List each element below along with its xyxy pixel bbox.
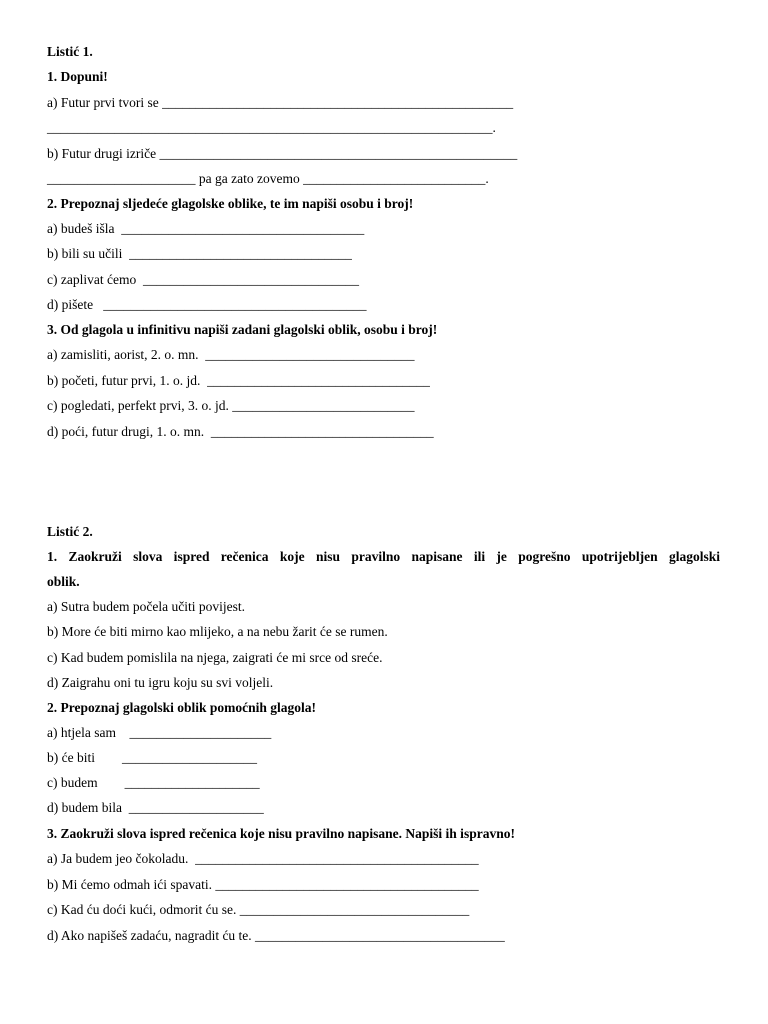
sheet1-q3-item: d) poći, futur drugi, 1. o. mn. _________________________________ — [47, 424, 434, 439]
sheet2-q3-item: a) Ja budem jeo čokoladu. __________________________________________ — [47, 851, 479, 866]
sheet1-q2-item: a) budeš išla ____________________________________ — [47, 221, 365, 236]
sheet1-q1-a-line1: a) Futur prvi tvori se ____________________________________________________ — [47, 95, 514, 110]
sheet2-q2-heading: 2. Prepoznaj glagolski oblik pomoćnih glagola! — [47, 700, 317, 715]
sheet1-title: Listić 1. — [47, 44, 93, 59]
sheet1-q3-item: b) početi, futur prvi, 1. o. jd. _________________________________ — [47, 373, 430, 388]
sheet2-q1-item: a) Sutra budem počela učiti povijest. — [47, 599, 245, 614]
sheet2-q1-item: c) Kad budem pomislila na njega, zaigrati će mi srce od sreće. — [47, 650, 383, 665]
sheet2-q1-item: d) Zaigrahu oni tu igru koju su svi voljeli. — [47, 675, 274, 690]
sheet1-q2-item: c) zaplivat ćemo ________________________________ — [47, 272, 359, 287]
sheet2-q2-item: d) budem bila ____________________ — [47, 800, 264, 815]
sheet1-q1-b-line2: ______________________ pa ga zato zovemo ___________________________. — [47, 171, 489, 186]
sheet2-title: Listić 2. — [47, 524, 93, 539]
sheet1-q1-b-line1: b) Futur drugi izriče _____________________________________________________ — [47, 146, 518, 161]
sheet1-q2-item: b) bili su učili _________________________________ — [47, 246, 352, 261]
sheet1-q2-heading: 2. Prepoznaj sljedeće glagolske oblike, te im napiši osobu i broj! — [47, 196, 414, 211]
sheet2-q3-item: b) Mi ćemo odmah ići spavati. _______________________________________ — [47, 877, 479, 892]
sheet2-q2-item: c) budem ____________________ — [47, 775, 260, 790]
sheet2-q3-item: c) Kad ću doći kući, odmorit ću se. __________________________________ — [47, 902, 470, 917]
sheet2-q1-item: b) More će biti mirno kao mlijeko, a na nebu žarit će se rumen. — [47, 624, 388, 639]
sheet2-q3-heading: 3. Zaokruži slova ispred rečenica koje nisu pravilno napisane. Napiši ih ispravno! — [47, 826, 515, 841]
sheet2-q1-heading-line1: 1. Zaokruži slova ispred rečenica koje nisu pravilno napisane ili je pogrešno upotrijebljen glagolski — [47, 549, 720, 564]
sheet1-q3-item: c) pogledati, perfekt prvi, 3. o. jd. ___________________________ — [47, 398, 415, 413]
sheet1-q2-item: d) pišete _______________________________________ — [47, 297, 367, 312]
sheet1-q3-item: a) zamisliti, aorist, 2. o. mn. _______________________________ — [47, 347, 415, 362]
sheet1-q1-a-line2: __________________________________________________________________. — [47, 120, 496, 135]
sheet2-q3-item: d) Ako napišeš zadaću, nagradit ću te. _____________________________________ — [47, 928, 505, 943]
sheet1-q3-heading: 3. Od glagola u infinitivu napiši zadani glagolski oblik, osobu i broj! — [47, 322, 438, 337]
sheet2-q1-heading-line2: oblik. — [47, 574, 80, 589]
sheet2-q2-item: a) htjela sam _____________________ — [47, 725, 272, 740]
sheet1-q1-heading: 1. Dopuni! — [47, 69, 108, 84]
sheet2-q2-item: b) će biti ____________________ — [47, 750, 257, 765]
